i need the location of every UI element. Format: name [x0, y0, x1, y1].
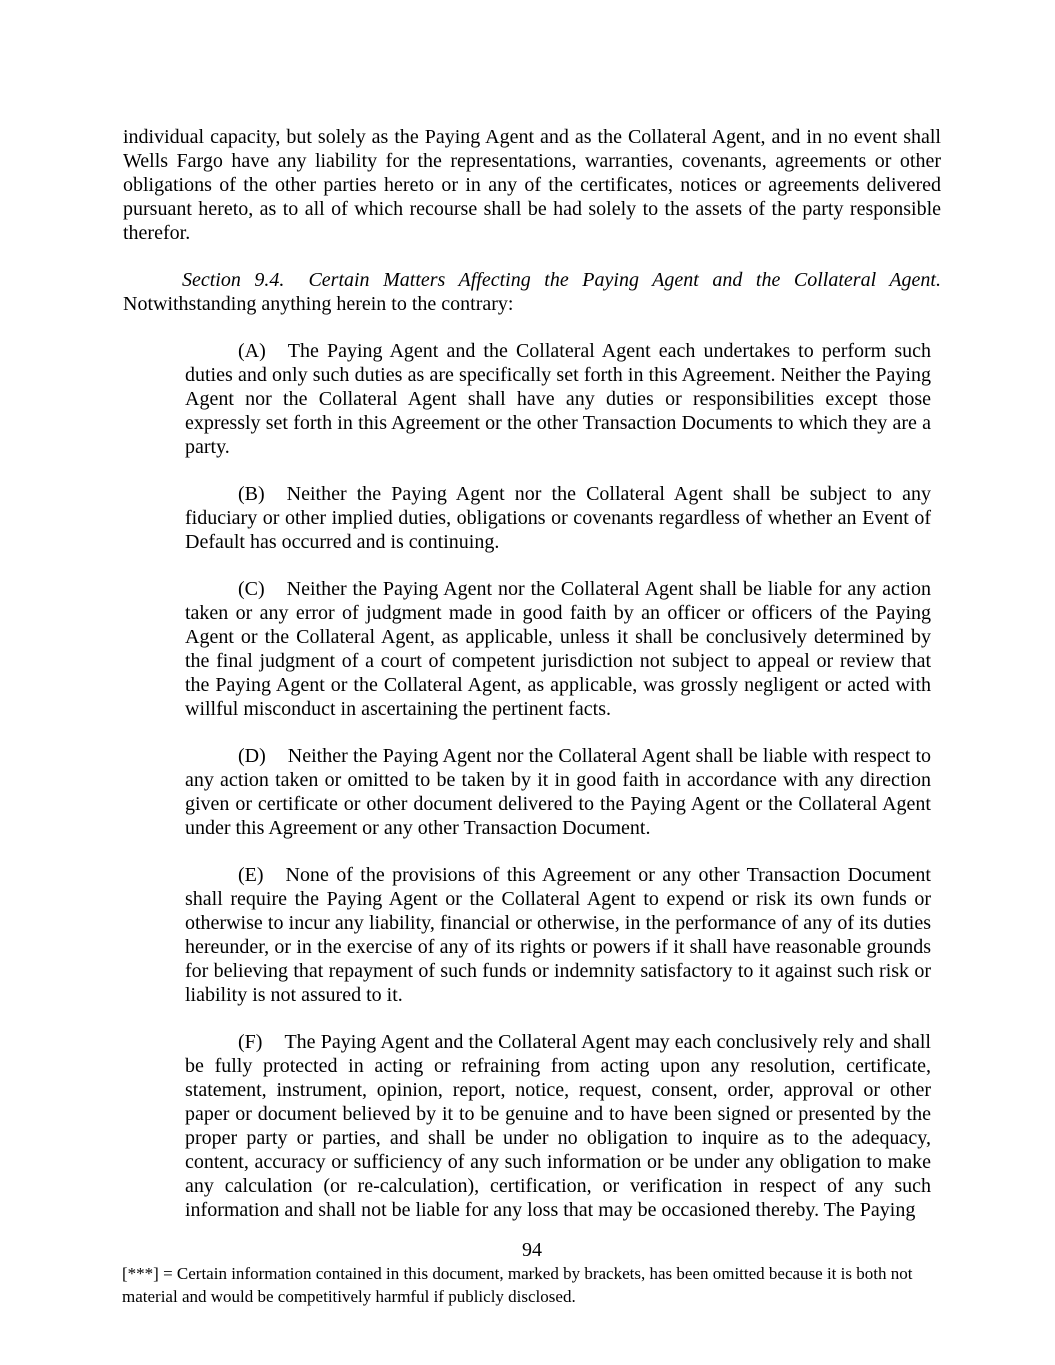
section-number: Section 9.4.: [182, 269, 285, 291]
clause-text-f: The Paying Agent and the Collateral Agent may each conclusively rely and shall be fully protected in acting or refraining from acting upon any resolution, certificate, statement, instrument, opinion, report, notice, request, consent, order, approval or other paper or document believed by it to be genuine and to have been signed or presented by the proper party or parties, and shall be under no obligation to inquire as to the adequacy, content, accuracy or sufficiency of any such information or be under any obligation to make any calculation (or re-calculation), certification, or verification in respect of any such information and shall not be liable for any loss that may be occasioned thereby. The Paying: [185, 1031, 931, 1221]
clause-label-e: (E): [238, 864, 264, 886]
section-heading-paragraph: [123, 268, 941, 316]
clause-text-b: Neither the Paying Agent nor the Collateral Agent shall be subject to any fiduciary or other implied duties, obligations or covenants regardless of whether an Event of Default has occurred and is continuing.: [185, 483, 931, 553]
clause-paragraph-b: [185, 482, 931, 554]
page-number: 94: [522, 1239, 542, 1261]
clause-text-e: None of the provisions of this Agreement or any other Transaction Document shall require the Paying Agent or the Collateral Agent to expend or risk its own funds or otherwise to incur any liability, financial or otherwise, in the performance of any of its duties hereunder, or in the exercise of any of its rights or powers if it shall have reasonable grounds for believing that repayment of such funds or indemnity satisfactory to it against such risk or liability is not assured to it.: [185, 864, 931, 1006]
clause-label-f: (F): [238, 1031, 263, 1053]
footnote: [***] = Certain information contained in this document, marked by brackets, has been omitted because it is both not material and would be competitively harmful if publicly disclosed.: [122, 1264, 913, 1306]
clause-paragraph-d: [185, 744, 931, 840]
clause-paragraph-a: [185, 339, 931, 459]
clause-text-a: The Paying Agent and the Collateral Agent each undertakes to perform such duties and only such duties as are specifically set forth in this Agreement. Neither the Paying Agent nor the Collateral Agent shall have any duties or responsibilities except those expressly set forth in this Agreement or the other Transaction Documents to which they are a party.: [185, 340, 931, 458]
clause-paragraph-f: [185, 1030, 931, 1222]
clause-text-c: Neither the Paying Agent nor the Collateral Agent shall be liable for any action taken or any error of judgment made in good faith by an officer or officers of the Paying Agent or the Collateral Agent, as applicable, unless it shall be conclusively determined by the final judgment of a court of competent jurisdiction not subject to appeal or review that the Paying Agent or the Collateral Agent, as applicable, was grossly negligent or acted with willful misconduct in ascertaining the pertinent facts.: [185, 578, 931, 720]
section-lead-in: Notwithstanding anything herein to the contrary:: [123, 293, 514, 315]
clause-paragraph-e: [185, 863, 931, 1007]
clause-paragraph-c: [185, 577, 931, 721]
intro-paragraph: individual capacity, but solely as the Paying Agent and as the Collateral Agent, and in no event shall Wells Fargo have any liability for the representations, warranties, covenants, agreements or other obligations of the other parties hereto or in any of the certificates, notices or agreements delivered pursuant hereto, as to all of which recourse shall be had solely to the assets of the party responsible therefor.: [123, 126, 941, 244]
page-body: [123, 125, 941, 1245]
clause-label-c: (C): [238, 578, 265, 600]
clause-label-a: (A): [238, 340, 266, 362]
clause-label-d: (D): [238, 745, 266, 767]
clause-text-d: Neither the Paying Agent nor the Collateral Agent shall be liable with respect to any action taken or omitted to be taken by it in good faith in accordance with any direction given or certificate or other document delivered to the Paying Agent or the Collateral Agent under this Agreement or any other Transaction Document.: [185, 745, 931, 839]
section-title: Certain Matters Affecting the Paying Agent and the Collateral Agent.: [308, 269, 941, 291]
clause-label-b: (B): [238, 483, 265, 505]
